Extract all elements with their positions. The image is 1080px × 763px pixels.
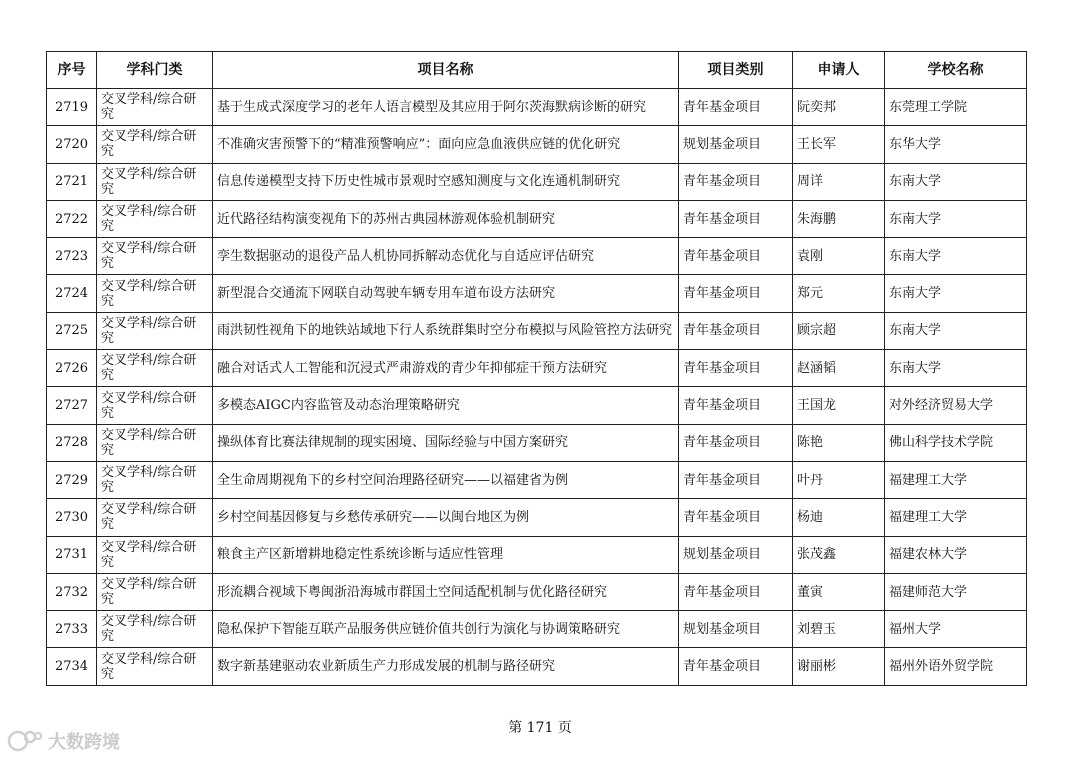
table-row [47, 387, 1027, 424]
cell-school: 福州外语外贸学院 [885, 648, 1027, 685]
cell-school: 福建师范大学 [885, 573, 1027, 610]
header-serial: 序号 [47, 52, 97, 89]
cell-project-name: 乡村空间基因修复与乡愁传承研究——以闽台地区为例 [213, 499, 679, 536]
cell-school: 东南大学 [885, 200, 1027, 237]
table-row [47, 312, 1027, 349]
cell-project-name: 粮食主产区新增耕地稳定性系统诊断与适应性管理 [213, 536, 679, 573]
cell-project-type: 青年基金项目 [679, 238, 793, 275]
cell-serial: 2720 [47, 126, 97, 163]
cell-project-type: 青年基金项目 [679, 200, 793, 237]
cell-project-name: 融合对话式人工智能和沉浸式严肃游戏的青少年抑郁症干预方法研究 [213, 350, 679, 387]
table-row [47, 424, 1027, 461]
cell-project-name: 多模态AIGC内容监管及动态治理策略研究 [213, 387, 679, 424]
cell-subject: 交叉学科/综合研究 [97, 461, 213, 498]
cell-applicant: 顾宗超 [793, 312, 885, 349]
watermark [6, 728, 120, 754]
header-project-name: 项目名称 [213, 52, 679, 89]
cell-subject: 交叉学科/综合研究 [97, 200, 213, 237]
table-row [47, 200, 1027, 237]
cell-project-type: 青年基金项目 [679, 424, 793, 461]
cell-applicant: 刘碧玉 [793, 611, 885, 648]
cell-project-type: 青年基金项目 [679, 387, 793, 424]
cell-applicant: 杨迪 [793, 499, 885, 536]
cell-subject: 交叉学科/综合研究 [97, 163, 213, 200]
cell-project-type: 青年基金项目 [679, 461, 793, 498]
table-row [47, 648, 1027, 685]
cell-project-type: 规划基金项目 [679, 126, 793, 163]
cell-project-name: 孪生数据驱动的退役产品人机协同拆解动态优化与自适应评估研究 [213, 238, 679, 275]
cell-school: 福建理工大学 [885, 461, 1027, 498]
cell-project-type: 青年基金项目 [679, 163, 793, 200]
cell-subject: 交叉学科/综合研究 [97, 89, 213, 126]
cell-school: 东南大学 [885, 350, 1027, 387]
cell-project-name: 隐私保护下智能互联产品服务供应链价值共创行为演化与协调策略研究 [213, 611, 679, 648]
cell-serial: 2721 [47, 163, 97, 200]
cell-project-name: 雨洪韧性视角下的地铁站域地下行人系统群集时空分布模拟与风险管控方法研究 [213, 312, 679, 349]
table-row [47, 126, 1027, 163]
cell-serial: 2727 [47, 387, 97, 424]
page-number: 第 171 页 [508, 720, 572, 736]
project-table [46, 51, 1027, 686]
cell-project-type: 青年基金项目 [679, 573, 793, 610]
cell-school: 东华大学 [885, 126, 1027, 163]
cell-project-type: 规划基金项目 [679, 611, 793, 648]
cell-subject: 交叉学科/综合研究 [97, 275, 213, 312]
cell-project-name: 形流耦合视域下粤闽浙沿海城市群国土空间适配机制与优化路径研究 [213, 573, 679, 610]
table-row [47, 536, 1027, 573]
cell-project-name: 全生命周期视角下的乡村空间治理路径研究——以福建省为例 [213, 461, 679, 498]
cell-school: 东南大学 [885, 238, 1027, 275]
cell-subject: 交叉学科/综合研究 [97, 536, 213, 573]
cell-subject: 交叉学科/综合研究 [97, 387, 213, 424]
cell-school: 佛山科学技术学院 [885, 424, 1027, 461]
table-row [47, 275, 1027, 312]
cell-applicant: 王国龙 [793, 387, 885, 424]
cell-applicant: 赵涵韬 [793, 350, 885, 387]
cell-school: 福建理工大学 [885, 499, 1027, 536]
cell-serial: 2724 [47, 275, 97, 312]
cell-school: 对外经济贸易大学 [885, 387, 1027, 424]
table-row [47, 461, 1027, 498]
watermark-text: 大数跨境 [48, 732, 120, 753]
cell-project-name: 近代路径结构演变视角下的苏州古典园林游观体验机制研究 [213, 200, 679, 237]
table-row [47, 238, 1027, 275]
cell-serial: 2728 [47, 424, 97, 461]
cell-applicant: 朱海鹏 [793, 200, 885, 237]
cell-project-type: 青年基金项目 [679, 648, 793, 685]
table-row [47, 350, 1027, 387]
cell-project-type: 青年基金项目 [679, 499, 793, 536]
cell-serial: 2722 [47, 200, 97, 237]
cell-serial: 2725 [47, 312, 97, 349]
cell-serial: 2719 [47, 89, 97, 126]
cell-school: 福州大学 [885, 611, 1027, 648]
cell-school: 福建农林大学 [885, 536, 1027, 573]
table-row [47, 163, 1027, 200]
header-applicant: 申请人 [793, 52, 885, 89]
cell-project-type: 规划基金项目 [679, 536, 793, 573]
header-school: 学校名称 [885, 52, 1027, 89]
cell-applicant: 王长军 [793, 126, 885, 163]
cell-applicant: 阮奕邦 [793, 89, 885, 126]
cell-subject: 交叉学科/综合研究 [97, 499, 213, 536]
cell-serial: 2730 [47, 499, 97, 536]
cell-school: 东南大学 [885, 163, 1027, 200]
cell-project-name: 数字新基建驱动农业新质生产力形成发展的机制与路径研究 [213, 648, 679, 685]
cell-project-name: 新型混合交通流下网联自动驾驶车辆专用车道布设方法研究 [213, 275, 679, 312]
table-row [47, 499, 1027, 536]
cell-applicant: 董寅 [793, 573, 885, 610]
cell-project-name: 信息传递模型支持下历史性城市景观时空感知测度与文化连通机制研究 [213, 163, 679, 200]
cell-project-type: 青年基金项目 [679, 350, 793, 387]
cell-applicant: 郑元 [793, 275, 885, 312]
cell-serial: 2726 [47, 350, 97, 387]
cell-subject: 交叉学科/综合研究 [97, 126, 213, 163]
cell-serial: 2734 [47, 648, 97, 685]
cell-project-name: 不准确灾害预警下的“精准预警响应”：面向应急血液供应链的优化研究 [213, 126, 679, 163]
cell-subject: 交叉学科/综合研究 [97, 424, 213, 461]
table-row [47, 611, 1027, 648]
cell-subject: 交叉学科/综合研究 [97, 648, 213, 685]
cell-school: 东南大学 [885, 312, 1027, 349]
cell-applicant: 陈艳 [793, 424, 885, 461]
cell-applicant: 谢丽彬 [793, 648, 885, 685]
cell-subject: 交叉学科/综合研究 [97, 350, 213, 387]
cell-project-type: 青年基金项目 [679, 89, 793, 126]
cell-school: 东南大学 [885, 275, 1027, 312]
header-project-type: 项目类别 [679, 52, 793, 89]
table-row [47, 89, 1027, 126]
cell-subject: 交叉学科/综合研究 [97, 611, 213, 648]
cell-subject: 交叉学科/综合研究 [97, 573, 213, 610]
table-row [47, 573, 1027, 610]
cell-project-name: 操纵体育比赛法律规制的现实困境、国际经验与中国方案研究 [213, 424, 679, 461]
cell-subject: 交叉学科/综合研究 [97, 238, 213, 275]
cell-subject: 交叉学科/综合研究 [97, 312, 213, 349]
watermark-logo-icon [6, 728, 44, 754]
cell-serial: 2723 [47, 238, 97, 275]
table-header-row [47, 52, 1027, 89]
cell-serial: 2733 [47, 611, 97, 648]
cell-project-type: 青年基金项目 [679, 312, 793, 349]
cell-project-type: 青年基金项目 [679, 275, 793, 312]
cell-applicant: 叶丹 [793, 461, 885, 498]
cell-serial: 2732 [47, 573, 97, 610]
cell-applicant: 袁刚 [793, 238, 885, 275]
cell-school: 东莞理工学院 [885, 89, 1027, 126]
cell-applicant: 张茂鑫 [793, 536, 885, 573]
header-subject: 学科门类 [97, 52, 213, 89]
cell-serial: 2731 [47, 536, 97, 573]
cell-serial: 2729 [47, 461, 97, 498]
cell-project-name: 基于生成式深度学习的老年人语言模型及其应用于阿尔茨海默病诊断的研究 [213, 89, 679, 126]
cell-applicant: 周详 [793, 163, 885, 200]
